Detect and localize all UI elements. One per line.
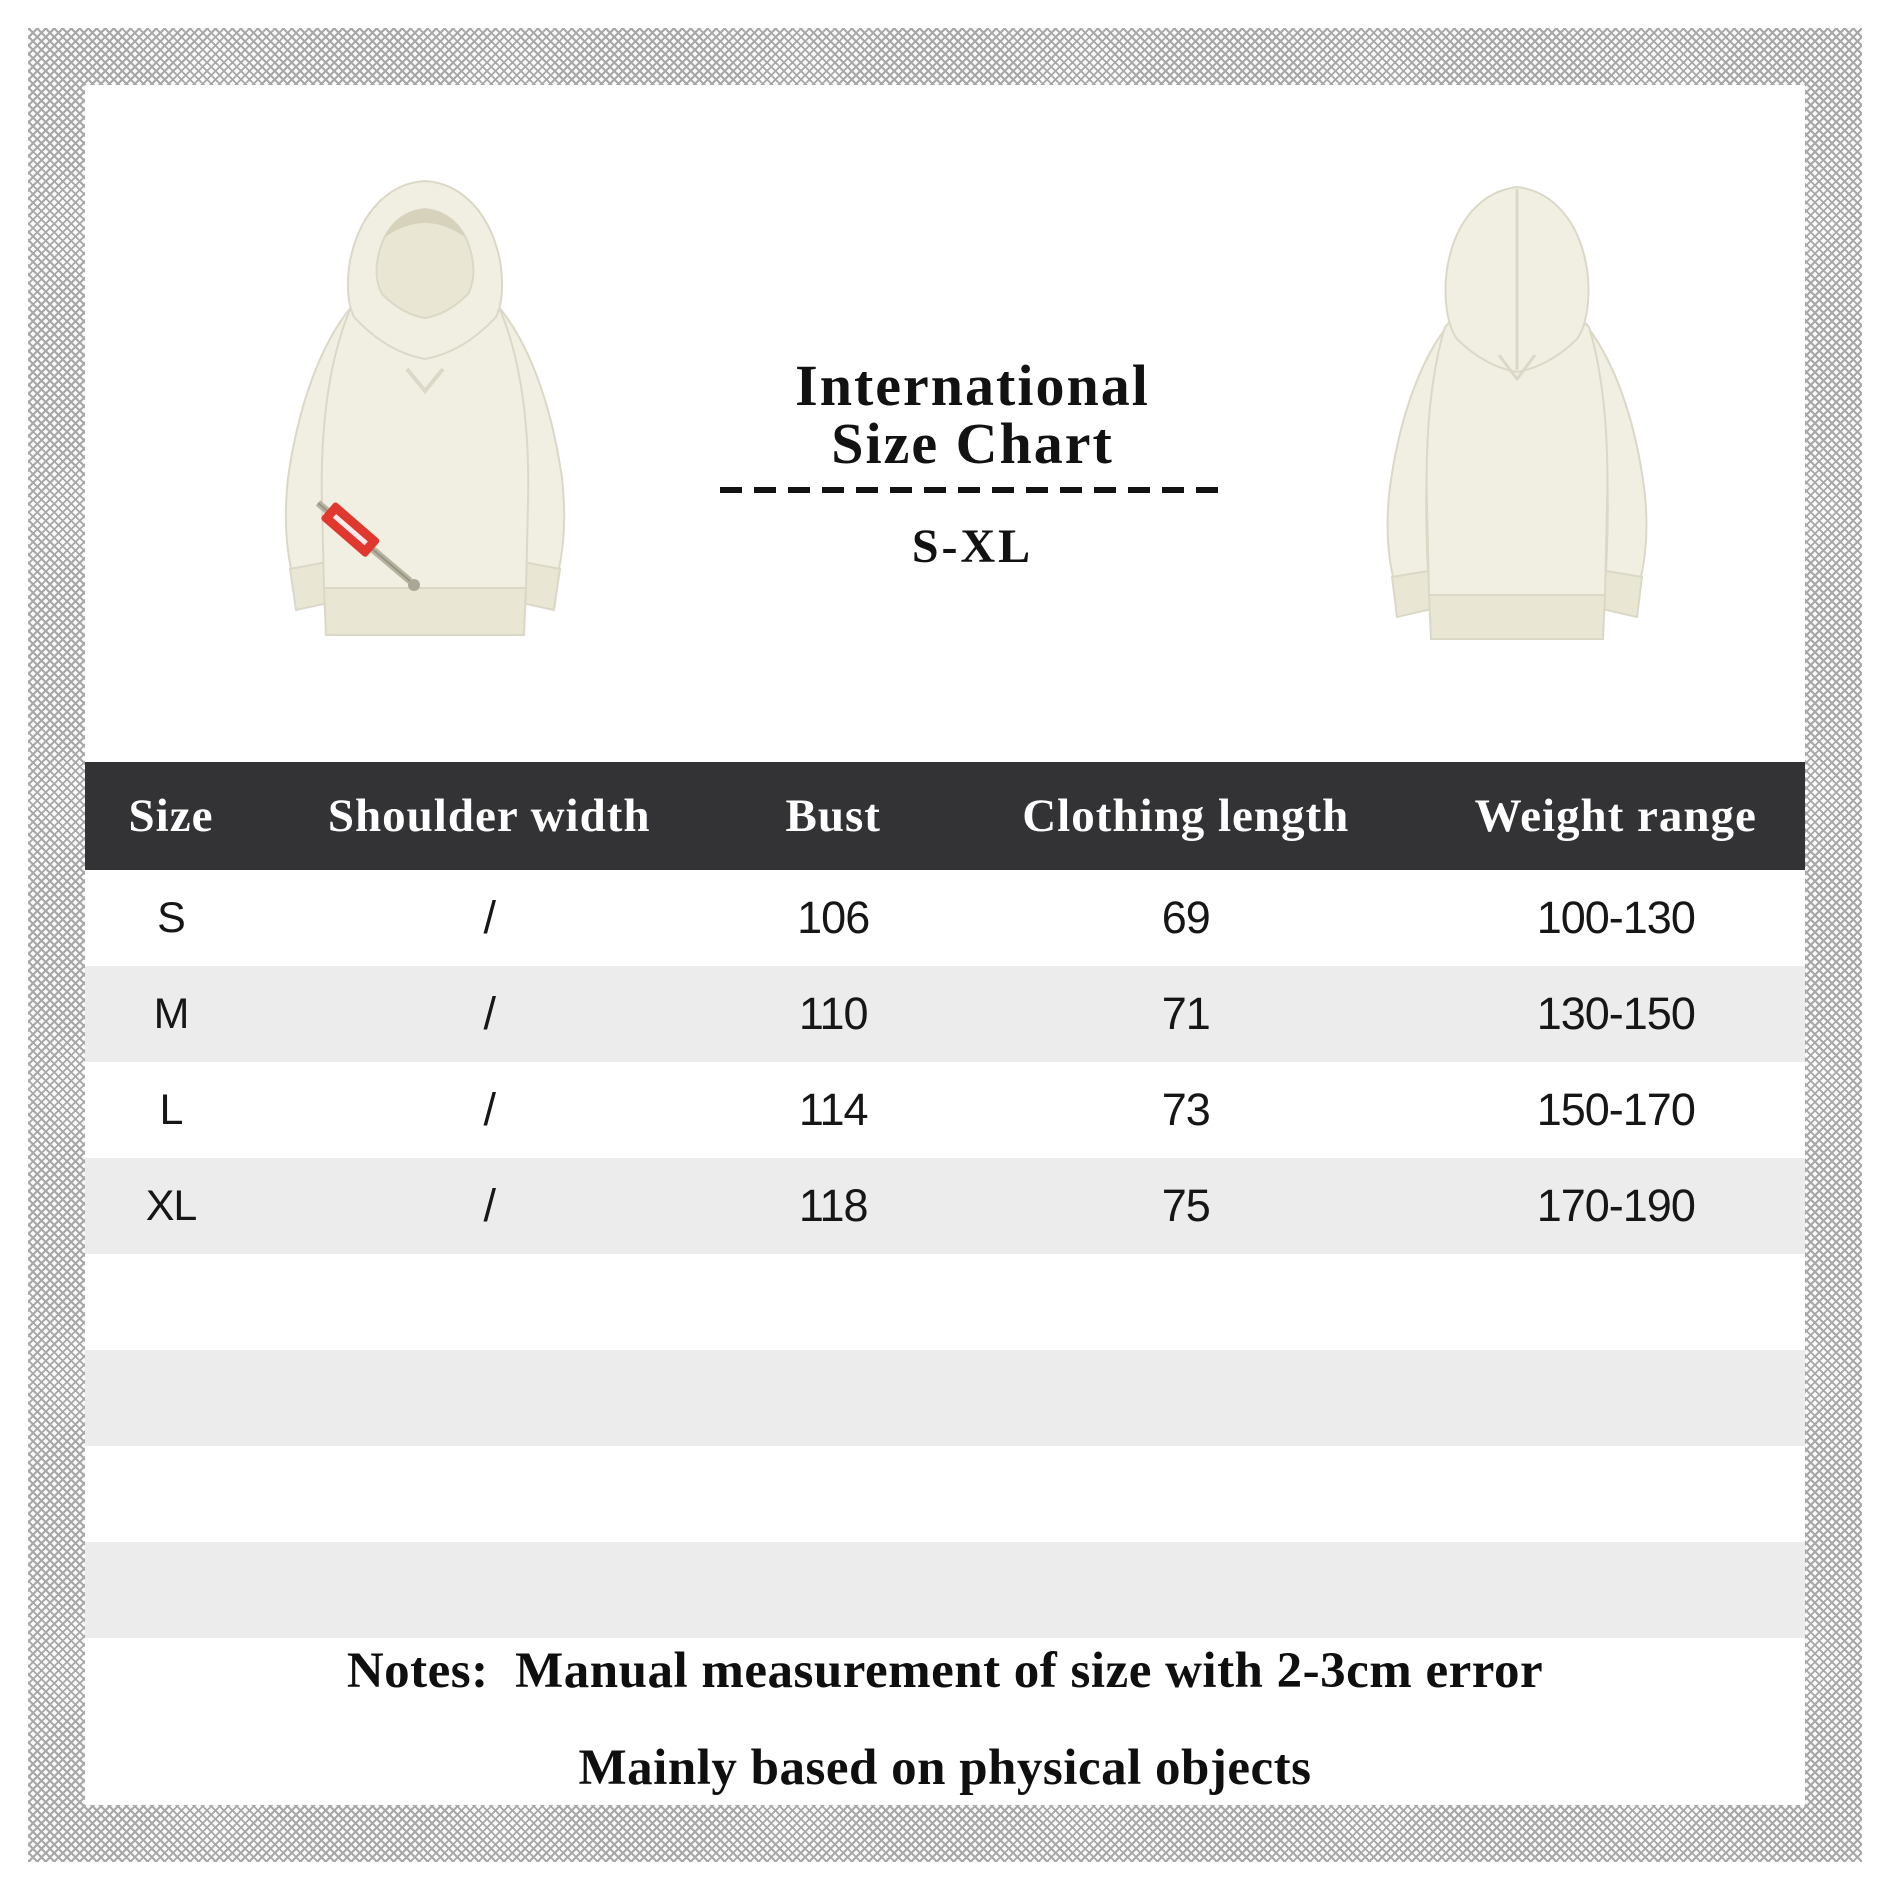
page-title-line1: International — [795, 353, 1150, 418]
column-header-size: Size — [85, 762, 257, 870]
table-row-empty — [85, 1350, 1805, 1446]
cell-weight-range: 100-130 — [1536, 892, 1695, 943]
table-row — [85, 966, 1805, 1062]
notes-line1: Notes: Manual measurement of size with 2-3cm error — [346, 1643, 1544, 1699]
column-header-weight-range: Weight range — [1427, 762, 1805, 870]
cell-bust: 110 — [798, 988, 868, 1039]
column-header-bust: Bust — [721, 762, 945, 870]
cell-clothing-length: 71 — [1161, 988, 1210, 1039]
cell-size: XL — [145, 1181, 197, 1230]
cell-bust: 118 — [798, 1180, 868, 1231]
size-range-label: S-XL — [911, 520, 1034, 573]
cell-shoulder-width: / — [483, 988, 495, 1039]
cell-clothing-length: 73 — [1161, 1084, 1210, 1135]
table-row — [85, 1158, 1805, 1254]
content-area — [85, 85, 1805, 1805]
cell-size: L — [159, 1085, 183, 1134]
notes-block — [85, 1623, 1805, 1817]
table-row-empty — [85, 1254, 1805, 1350]
table-row-empty — [85, 1446, 1805, 1542]
title-block — [640, 353, 1305, 574]
decorative-border — [28, 28, 1862, 1862]
cell-size: S — [157, 893, 185, 942]
cell-empty — [85, 1446, 1805, 1542]
table-row — [85, 1062, 1805, 1158]
size-table-header — [85, 762, 1805, 870]
cell-shoulder-width: / — [483, 892, 495, 943]
cell-weight-range: 130-150 — [1536, 988, 1695, 1039]
table-row — [85, 870, 1805, 966]
cell-clothing-length: 75 — [1161, 1180, 1210, 1231]
cell-empty — [85, 1254, 1805, 1350]
cell-bust: 106 — [797, 892, 870, 943]
cell-clothing-length: 69 — [1161, 892, 1210, 943]
size-table-body — [85, 870, 1805, 1638]
cell-empty — [85, 1350, 1805, 1446]
cell-weight-range: 150-170 — [1536, 1084, 1695, 1135]
page-title-line2: Size Chart — [831, 411, 1114, 476]
cell-size: M — [153, 989, 189, 1038]
cell-bust: 114 — [798, 1084, 868, 1135]
hoodie-front-image — [240, 173, 610, 658]
cell-shoulder-width: / — [483, 1084, 495, 1135]
column-header-clothing-length: Clothing length — [945, 762, 1427, 870]
cell-shoulder-width: / — [483, 1180, 495, 1231]
notes-line2: Mainly based on physical objects — [578, 1740, 1312, 1796]
size-table — [85, 762, 1805, 1638]
dashed-divider — [720, 487, 1225, 493]
column-header-shoulder-width: Shoulder width — [257, 762, 721, 870]
hoodie-back-image — [1335, 177, 1700, 657]
cell-weight-range: 170-190 — [1536, 1180, 1695, 1231]
